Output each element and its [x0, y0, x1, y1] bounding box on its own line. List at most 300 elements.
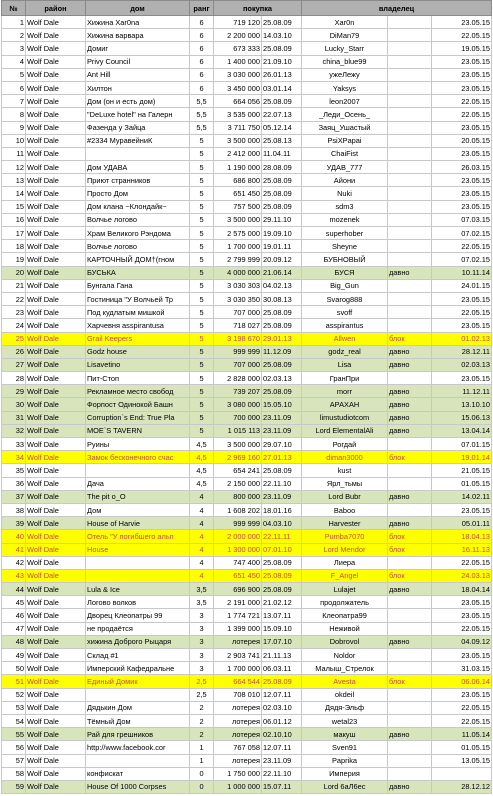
- cell-rank[interactable]: 4: [190, 530, 214, 543]
- cell-end-date[interactable]: 18.04.14: [432, 583, 492, 596]
- cell-rank[interactable]: 3: [190, 609, 214, 622]
- cell-end-date[interactable]: 13.04.14: [432, 424, 492, 437]
- cell-status[interactable]: [388, 240, 432, 253]
- cell-owner[interactable]: Дядя-Эльф: [302, 701, 388, 714]
- cell-purchase-date[interactable]: 12.07.11: [262, 741, 302, 754]
- cell-rank[interactable]: 2,5: [190, 688, 214, 701]
- cell-district[interactable]: Wolf Dale: [26, 741, 86, 754]
- cell-price[interactable]: 718 027: [214, 319, 262, 332]
- cell-price[interactable]: 767 058: [214, 741, 262, 754]
- cell-end-date[interactable]: 07.02.15: [432, 253, 492, 266]
- cell-number[interactable]: 38: [2, 503, 26, 516]
- cell-district[interactable]: Wolf Dale: [26, 411, 86, 424]
- cell-district[interactable]: Wolf Dale: [26, 345, 86, 358]
- cell-owner[interactable]: Paprika: [302, 754, 388, 767]
- cell-number[interactable]: 49: [2, 649, 26, 662]
- cell-end-date[interactable]: 23.05.15: [432, 68, 492, 81]
- cell-rank[interactable]: 5: [190, 332, 214, 345]
- cell-end-date[interactable]: 07.02.15: [432, 227, 492, 240]
- cell-price[interactable]: 673 333: [214, 42, 262, 55]
- cell-end-date[interactable]: 22.05.15: [432, 306, 492, 319]
- cell-purchase-date[interactable]: 02.03.13: [262, 372, 302, 385]
- cell-number[interactable]: 46: [2, 609, 26, 622]
- cell-house[interactable]: Дом (он и есть дом): [86, 95, 190, 108]
- cell-number[interactable]: 51: [2, 675, 26, 688]
- cell-price[interactable]: 3 500 000: [214, 134, 262, 147]
- cell-status[interactable]: [388, 16, 432, 29]
- cell-price[interactable]: лотерея: [214, 728, 262, 741]
- cell-price[interactable]: 2 412 000: [214, 147, 262, 160]
- cell-district[interactable]: Wolf Dale: [26, 688, 86, 701]
- cell-price[interactable]: 3 080 000: [214, 398, 262, 411]
- cell-price[interactable]: 708 010: [214, 688, 262, 701]
- cell-rank[interactable]: 3,5: [190, 596, 214, 609]
- cell-number[interactable]: 37: [2, 490, 26, 503]
- cell-owner[interactable]: макуш: [302, 728, 388, 741]
- cell-owner[interactable]: limustudiotcom: [302, 411, 388, 424]
- cell-owner[interactable]: kust: [302, 464, 388, 477]
- cell-rank[interactable]: 5,5: [190, 108, 214, 121]
- cell-district[interactable]: Wolf Dale: [26, 385, 86, 398]
- cell-number[interactable]: 41: [2, 543, 26, 556]
- cell-end-date[interactable]: 23.05.15: [432, 16, 492, 29]
- cell-district[interactable]: Wolf Dale: [26, 319, 86, 332]
- cell-number[interactable]: 42: [2, 556, 26, 569]
- cell-status[interactable]: давно: [388, 424, 432, 437]
- cell-price[interactable]: 1 608 202: [214, 503, 262, 516]
- cell-district[interactable]: Wolf Dale: [26, 266, 86, 279]
- cell-house[interactable]: не продаётся: [86, 622, 190, 635]
- cell-house[interactable]: Дом УДАВА: [86, 161, 190, 174]
- cell-purchase-date[interactable]: 25.08.09: [262, 16, 302, 29]
- cell-owner[interactable]: china_blue99: [302, 55, 388, 68]
- cell-rank[interactable]: 3,5: [190, 583, 214, 596]
- cell-owner[interactable]: Ярл_тьмы: [302, 477, 388, 490]
- cell-number[interactable]: 21: [2, 279, 26, 292]
- cell-rank[interactable]: 5: [190, 372, 214, 385]
- cell-district[interactable]: Wolf Dale: [26, 556, 86, 569]
- cell-rank[interactable]: 2,5: [190, 675, 214, 688]
- cell-district[interactable]: Wolf Dale: [26, 780, 86, 793]
- cell-owner[interactable]: УДАВ_777: [302, 161, 388, 174]
- cell-rank[interactable]: 4: [190, 543, 214, 556]
- cell-number[interactable]: 2: [2, 29, 26, 42]
- cell-rank[interactable]: 5: [190, 292, 214, 305]
- cell-end-date[interactable]: 23.05.15: [432, 688, 492, 701]
- cell-rank[interactable]: 5: [190, 134, 214, 147]
- cell-house[interactable]: хижина Доброго Рыцаря: [86, 635, 190, 648]
- cell-status[interactable]: [388, 108, 432, 121]
- cell-house[interactable]: Corruption`s End: True Pla: [86, 411, 190, 424]
- cell-owner[interactable]: Noldor: [302, 649, 388, 662]
- cell-rank[interactable]: 5,5: [190, 121, 214, 134]
- cell-owner[interactable]: Lucky_Starr: [302, 42, 388, 55]
- cell-house[interactable]: Волчье логово: [86, 240, 190, 253]
- cell-district[interactable]: Wolf Dale: [26, 372, 86, 385]
- cell-status[interactable]: [388, 292, 432, 305]
- cell-purchase-date[interactable]: 13.07.11: [262, 609, 302, 622]
- cell-rank[interactable]: 5: [190, 227, 214, 240]
- cell-rank[interactable]: 5: [190, 306, 214, 319]
- cell-rank[interactable]: 1: [190, 754, 214, 767]
- cell-price[interactable]: 999 999: [214, 517, 262, 530]
- cell-owner[interactable]: wetal23: [302, 714, 388, 727]
- cell-rank[interactable]: 2: [190, 728, 214, 741]
- cell-end-date[interactable]: 23.05.15: [432, 121, 492, 134]
- cell-end-date[interactable]: 23.05.15: [432, 55, 492, 68]
- cell-district[interactable]: Wolf Dale: [26, 16, 86, 29]
- cell-status[interactable]: [388, 464, 432, 477]
- cell-end-date[interactable]: 23.05.15: [432, 596, 492, 609]
- cell-owner[interactable]: okdeil: [302, 688, 388, 701]
- cell-rank[interactable]: 6: [190, 16, 214, 29]
- cell-owner[interactable]: БУБНОВЫЙ: [302, 253, 388, 266]
- cell-number[interactable]: 20: [2, 266, 26, 279]
- cell-district[interactable]: Wolf Dale: [26, 95, 86, 108]
- cell-end-date[interactable]: 22.05.15: [432, 108, 492, 121]
- cell-price[interactable]: 719 120: [214, 16, 262, 29]
- cell-owner[interactable]: Xar0n: [302, 16, 388, 29]
- cell-purchase-date[interactable]: 25.08.09: [262, 306, 302, 319]
- cell-house[interactable]: Хижина Xar0na: [86, 16, 190, 29]
- cell-rank[interactable]: 5: [190, 358, 214, 371]
- cell-purchase-date[interactable]: 28.08.09: [262, 161, 302, 174]
- cell-house[interactable]: The pit o_O: [86, 490, 190, 503]
- cell-status[interactable]: давно: [388, 490, 432, 503]
- cell-end-date[interactable]: 31.03.15: [432, 662, 492, 675]
- cell-district[interactable]: Wolf Dale: [26, 477, 86, 490]
- cell-number[interactable]: 43: [2, 569, 26, 582]
- cell-owner[interactable]: Svarog888: [302, 292, 388, 305]
- cell-house[interactable]: http://www.facebook.cor: [86, 741, 190, 754]
- cell-status[interactable]: [388, 134, 432, 147]
- cell-district[interactable]: Wolf Dale: [26, 147, 86, 160]
- cell-district[interactable]: Wolf Dale: [26, 68, 86, 81]
- cell-house[interactable]: Волчье логово: [86, 213, 190, 226]
- cell-rank[interactable]: 2: [190, 714, 214, 727]
- cell-owner[interactable]: diman3000: [302, 451, 388, 464]
- cell-status[interactable]: блок: [388, 675, 432, 688]
- cell-purchase-date[interactable]: 02.10.10: [262, 728, 302, 741]
- cell-number[interactable]: 7: [2, 95, 26, 108]
- cell-district[interactable]: Wolf Dale: [26, 596, 86, 609]
- cell-status[interactable]: [388, 503, 432, 516]
- cell-house[interactable]: MOE`S TAVERN: [86, 424, 190, 437]
- cell-number[interactable]: 45: [2, 596, 26, 609]
- cell-district[interactable]: Wolf Dale: [26, 187, 86, 200]
- cell-status[interactable]: [388, 701, 432, 714]
- cell-rank[interactable]: 4: [190, 503, 214, 516]
- cell-owner[interactable]: Империя: [302, 767, 388, 780]
- cell-rank[interactable]: 5: [190, 253, 214, 266]
- cell-price[interactable]: 1 000 000: [214, 780, 262, 793]
- cell-district[interactable]: Wolf Dale: [26, 622, 86, 635]
- cell-rank[interactable]: 5: [190, 411, 214, 424]
- cell-house[interactable]: Рай для грешников: [86, 728, 190, 741]
- cell-house[interactable]: Lisavetino: [86, 358, 190, 371]
- cell-rank[interactable]: 4,5: [190, 464, 214, 477]
- col-header-rank[interactable]: ранг: [190, 1, 214, 16]
- cell-status[interactable]: [388, 754, 432, 767]
- cell-number[interactable]: 16: [2, 213, 26, 226]
- cell-house[interactable]: Lula & Ice: [86, 583, 190, 596]
- cell-number[interactable]: 1: [2, 16, 26, 29]
- cell-number[interactable]: 59: [2, 780, 26, 793]
- cell-rank[interactable]: 5: [190, 319, 214, 332]
- cell-number[interactable]: 54: [2, 714, 26, 727]
- cell-price[interactable]: 3 030 000: [214, 68, 262, 81]
- cell-house[interactable]: Имперский Кафедральне: [86, 662, 190, 675]
- cell-purchase-date[interactable]: 04.02.13: [262, 279, 302, 292]
- cell-house[interactable]: [86, 754, 190, 767]
- cell-status[interactable]: [388, 29, 432, 42]
- cell-district[interactable]: Wolf Dale: [26, 464, 86, 477]
- cell-purchase-date[interactable]: 22.11.10: [262, 767, 302, 780]
- cell-purchase-date[interactable]: 25.08.09: [262, 675, 302, 688]
- cell-owner[interactable]: Клеопатра99: [302, 609, 388, 622]
- col-header-purchase[interactable]: покупка: [214, 1, 302, 16]
- cell-price[interactable]: 2 575 000: [214, 227, 262, 240]
- cell-number[interactable]: 32: [2, 424, 26, 437]
- cell-rank[interactable]: 0: [190, 780, 214, 793]
- cell-purchase-date[interactable]: 03.01.14: [262, 81, 302, 94]
- cell-number[interactable]: 48: [2, 635, 26, 648]
- cell-rank[interactable]: 4: [190, 517, 214, 530]
- cell-status[interactable]: блок: [388, 530, 432, 543]
- cell-end-date[interactable]: 07.03.15: [432, 213, 492, 226]
- cell-rank[interactable]: 1: [190, 741, 214, 754]
- cell-district[interactable]: Wolf Dale: [26, 649, 86, 662]
- cell-price[interactable]: 800 000: [214, 490, 262, 503]
- col-header-owner[interactable]: владелец: [302, 1, 492, 16]
- cell-house[interactable]: Тёмный Дом: [86, 714, 190, 727]
- cell-district[interactable]: Wolf Dale: [26, 424, 86, 437]
- cell-house[interactable]: Хилтон: [86, 81, 190, 94]
- cell-end-date[interactable]: 22.05.15: [432, 240, 492, 253]
- cell-end-date[interactable]: 19.05.15: [432, 42, 492, 55]
- cell-owner[interactable]: F_Angel: [302, 569, 388, 582]
- cell-purchase-date[interactable]: 29.11.10: [262, 213, 302, 226]
- cell-status[interactable]: [388, 213, 432, 226]
- cell-district[interactable]: Wolf Dale: [26, 81, 86, 94]
- cell-number[interactable]: 55: [2, 728, 26, 741]
- cell-status[interactable]: [388, 121, 432, 134]
- cell-purchase-date[interactable]: 02.03.10: [262, 701, 302, 714]
- cell-number[interactable]: 15: [2, 200, 26, 213]
- cell-number[interactable]: 23: [2, 306, 26, 319]
- cell-house[interactable]: КАРТОЧНЫЙ ДОМ†(гном: [86, 253, 190, 266]
- cell-price[interactable]: 1 774 721: [214, 609, 262, 622]
- cell-house[interactable]: Фазенда у Зайца: [86, 121, 190, 134]
- cell-price[interactable]: 999 999: [214, 345, 262, 358]
- cell-rank[interactable]: 5: [190, 174, 214, 187]
- cell-district[interactable]: Wolf Dale: [26, 134, 86, 147]
- cell-purchase-date[interactable]: 21.11.13: [262, 649, 302, 662]
- cell-end-date[interactable]: 13.10.10: [432, 398, 492, 411]
- cell-status[interactable]: [388, 55, 432, 68]
- cell-house[interactable]: Логово волков: [86, 596, 190, 609]
- cell-district[interactable]: Wolf Dale: [26, 174, 86, 187]
- cell-owner[interactable]: ужеЛежу: [302, 68, 388, 81]
- cell-status[interactable]: [388, 372, 432, 385]
- cell-house[interactable]: Godz house: [86, 345, 190, 358]
- cell-purchase-date[interactable]: 22.11.10: [262, 477, 302, 490]
- cell-owner[interactable]: superhober: [302, 227, 388, 240]
- cell-status[interactable]: [388, 767, 432, 780]
- cell-purchase-date[interactable]: 04.03.10: [262, 517, 302, 530]
- cell-district[interactable]: Wolf Dale: [26, 517, 86, 530]
- cell-house[interactable]: Дядькин Дом: [86, 701, 190, 714]
- cell-rank[interactable]: 5,5: [190, 95, 214, 108]
- cell-status[interactable]: давно: [388, 517, 432, 530]
- cell-owner[interactable]: sdm3: [302, 200, 388, 213]
- cell-purchase-date[interactable]: 25.08.09: [262, 556, 302, 569]
- cell-rank[interactable]: 3: [190, 635, 214, 648]
- cell-owner[interactable]: morr: [302, 385, 388, 398]
- cell-number[interactable]: 4: [2, 55, 26, 68]
- cell-number[interactable]: 3: [2, 42, 26, 55]
- cell-rank[interactable]: 5: [190, 240, 214, 253]
- cell-house[interactable]: Пит-Стоп: [86, 372, 190, 385]
- cell-house[interactable]: Дача: [86, 477, 190, 490]
- cell-house[interactable]: Замок бесконечного счас: [86, 451, 190, 464]
- cell-owner[interactable]: PsiXPapai: [302, 134, 388, 147]
- cell-district[interactable]: Wolf Dale: [26, 728, 86, 741]
- cell-rank[interactable]: 4: [190, 556, 214, 569]
- cell-end-date[interactable]: 11.05.14: [432, 728, 492, 741]
- cell-district[interactable]: Wolf Dale: [26, 583, 86, 596]
- cell-owner[interactable]: Заяц_Ушастый: [302, 121, 388, 134]
- cell-owner[interactable]: Айони: [302, 174, 388, 187]
- cell-status[interactable]: [388, 622, 432, 635]
- cell-purchase-date[interactable]: 11.04.11: [262, 147, 302, 160]
- cell-end-date[interactable]: 28.12.11: [432, 345, 492, 358]
- cell-status[interactable]: блок: [388, 332, 432, 345]
- cell-purchase-date[interactable]: 25.08.09: [262, 187, 302, 200]
- cell-purchase-date[interactable]: 22.11.11: [262, 530, 302, 543]
- cell-owner[interactable]: Dobrovol: [302, 635, 388, 648]
- cell-status[interactable]: [388, 477, 432, 490]
- cell-purchase-date[interactable]: 25.08.09: [262, 95, 302, 108]
- cell-price[interactable]: 2 150 000: [214, 477, 262, 490]
- cell-number[interactable]: 11: [2, 147, 26, 160]
- cell-owner[interactable]: Рогдай: [302, 438, 388, 451]
- cell-status[interactable]: [388, 174, 432, 187]
- cell-number[interactable]: 13: [2, 174, 26, 187]
- cell-owner[interactable]: leon2007: [302, 95, 388, 108]
- cell-status[interactable]: давно: [388, 583, 432, 596]
- cell-price[interactable]: 2 200 000: [214, 29, 262, 42]
- cell-rank[interactable]: 0: [190, 767, 214, 780]
- cell-owner[interactable]: svoff: [302, 306, 388, 319]
- cell-district[interactable]: Wolf Dale: [26, 253, 86, 266]
- cell-district[interactable]: Wolf Dale: [26, 609, 86, 622]
- cell-owner[interactable]: godz_real: [302, 345, 388, 358]
- cell-district[interactable]: Wolf Dale: [26, 213, 86, 226]
- cell-rank[interactable]: 5: [190, 385, 214, 398]
- cell-status[interactable]: [388, 147, 432, 160]
- cell-price[interactable]: 707 000: [214, 358, 262, 371]
- cell-status[interactable]: [388, 609, 432, 622]
- cell-district[interactable]: Wolf Dale: [26, 451, 86, 464]
- cell-number[interactable]: 50: [2, 662, 26, 675]
- cell-district[interactable]: Wolf Dale: [26, 240, 86, 253]
- cell-end-date[interactable]: 22.05.15: [432, 622, 492, 635]
- cell-rank[interactable]: 5: [190, 187, 214, 200]
- cell-status[interactable]: [388, 227, 432, 240]
- cell-purchase-date[interactable]: 06.03.11: [262, 662, 302, 675]
- cell-district[interactable]: Wolf Dale: [26, 662, 86, 675]
- cell-district[interactable]: Wolf Dale: [26, 398, 86, 411]
- cell-purchase-date[interactable]: 18.01.16: [262, 503, 302, 516]
- cell-number[interactable]: 47: [2, 622, 26, 635]
- cell-end-date[interactable]: 23.05.15: [432, 200, 492, 213]
- cell-end-date[interactable]: 05.01.11: [432, 517, 492, 530]
- cell-number[interactable]: 31: [2, 411, 26, 424]
- cell-purchase-date[interactable]: 20.09.12: [262, 253, 302, 266]
- cell-price[interactable]: 2 799 999: [214, 253, 262, 266]
- cell-district[interactable]: Wolf Dale: [26, 121, 86, 134]
- cell-owner[interactable]: Baboo: [302, 503, 388, 516]
- cell-status[interactable]: давно: [388, 728, 432, 741]
- cell-house[interactable]: [86, 147, 190, 160]
- cell-house[interactable]: "DeLuxe hotel" на Галерн: [86, 108, 190, 121]
- cell-purchase-date[interactable]: 11.12.09: [262, 345, 302, 358]
- cell-price[interactable]: 707 000: [214, 306, 262, 319]
- cell-owner[interactable]: DiMan79: [302, 29, 388, 42]
- cell-purchase-date[interactable]: 25.08.09: [262, 42, 302, 55]
- cell-district[interactable]: Wolf Dale: [26, 569, 86, 582]
- cell-rank[interactable]: 4,5: [190, 438, 214, 451]
- cell-status[interactable]: [388, 319, 432, 332]
- cell-price[interactable]: 651 450: [214, 187, 262, 200]
- cell-purchase-date[interactable]: 15.07.11: [262, 780, 302, 793]
- cell-purchase-date[interactable]: 23.11.09: [262, 411, 302, 424]
- cell-house[interactable]: Руины: [86, 438, 190, 451]
- cell-owner[interactable]: mozenek: [302, 213, 388, 226]
- cell-house[interactable]: [86, 569, 190, 582]
- cell-owner[interactable]: Nuki: [302, 187, 388, 200]
- cell-purchase-date[interactable]: 25.08.13: [262, 134, 302, 147]
- cell-end-date[interactable]: 13.05.15: [432, 754, 492, 767]
- cell-status[interactable]: давно: [388, 266, 432, 279]
- cell-number[interactable]: 30: [2, 398, 26, 411]
- cell-price[interactable]: 1 300 000: [214, 543, 262, 556]
- cell-purchase-date[interactable]: 25.08.09: [262, 200, 302, 213]
- cell-status[interactable]: [388, 95, 432, 108]
- cell-end-date[interactable]: 22.05.15: [432, 95, 492, 108]
- cell-price[interactable]: 1 700 000: [214, 662, 262, 675]
- cell-purchase-date[interactable]: 25.08.09: [262, 464, 302, 477]
- cell-rank[interactable]: 5: [190, 345, 214, 358]
- cell-price[interactable]: 664 056: [214, 95, 262, 108]
- cell-house[interactable]: Отель "У погибшего альп: [86, 530, 190, 543]
- cell-district[interactable]: Wolf Dale: [26, 42, 86, 55]
- cell-purchase-date[interactable]: 21.09.10: [262, 55, 302, 68]
- cell-status[interactable]: давно: [388, 635, 432, 648]
- cell-house[interactable]: Храм Великого Рэндома: [86, 227, 190, 240]
- cell-price[interactable]: 3 535 000: [214, 108, 262, 121]
- cell-number[interactable]: 6: [2, 81, 26, 94]
- cell-house[interactable]: House of Harvie: [86, 517, 190, 530]
- cell-district[interactable]: Wolf Dale: [26, 200, 86, 213]
- cell-owner[interactable]: Малыш_Стрелок: [302, 662, 388, 675]
- cell-number[interactable]: 24: [2, 319, 26, 332]
- cell-owner[interactable]: Lisa: [302, 358, 388, 371]
- cell-purchase-date[interactable]: 25.08.09: [262, 583, 302, 596]
- cell-number[interactable]: 8: [2, 108, 26, 121]
- col-header-house[interactable]: дом: [86, 1, 190, 16]
